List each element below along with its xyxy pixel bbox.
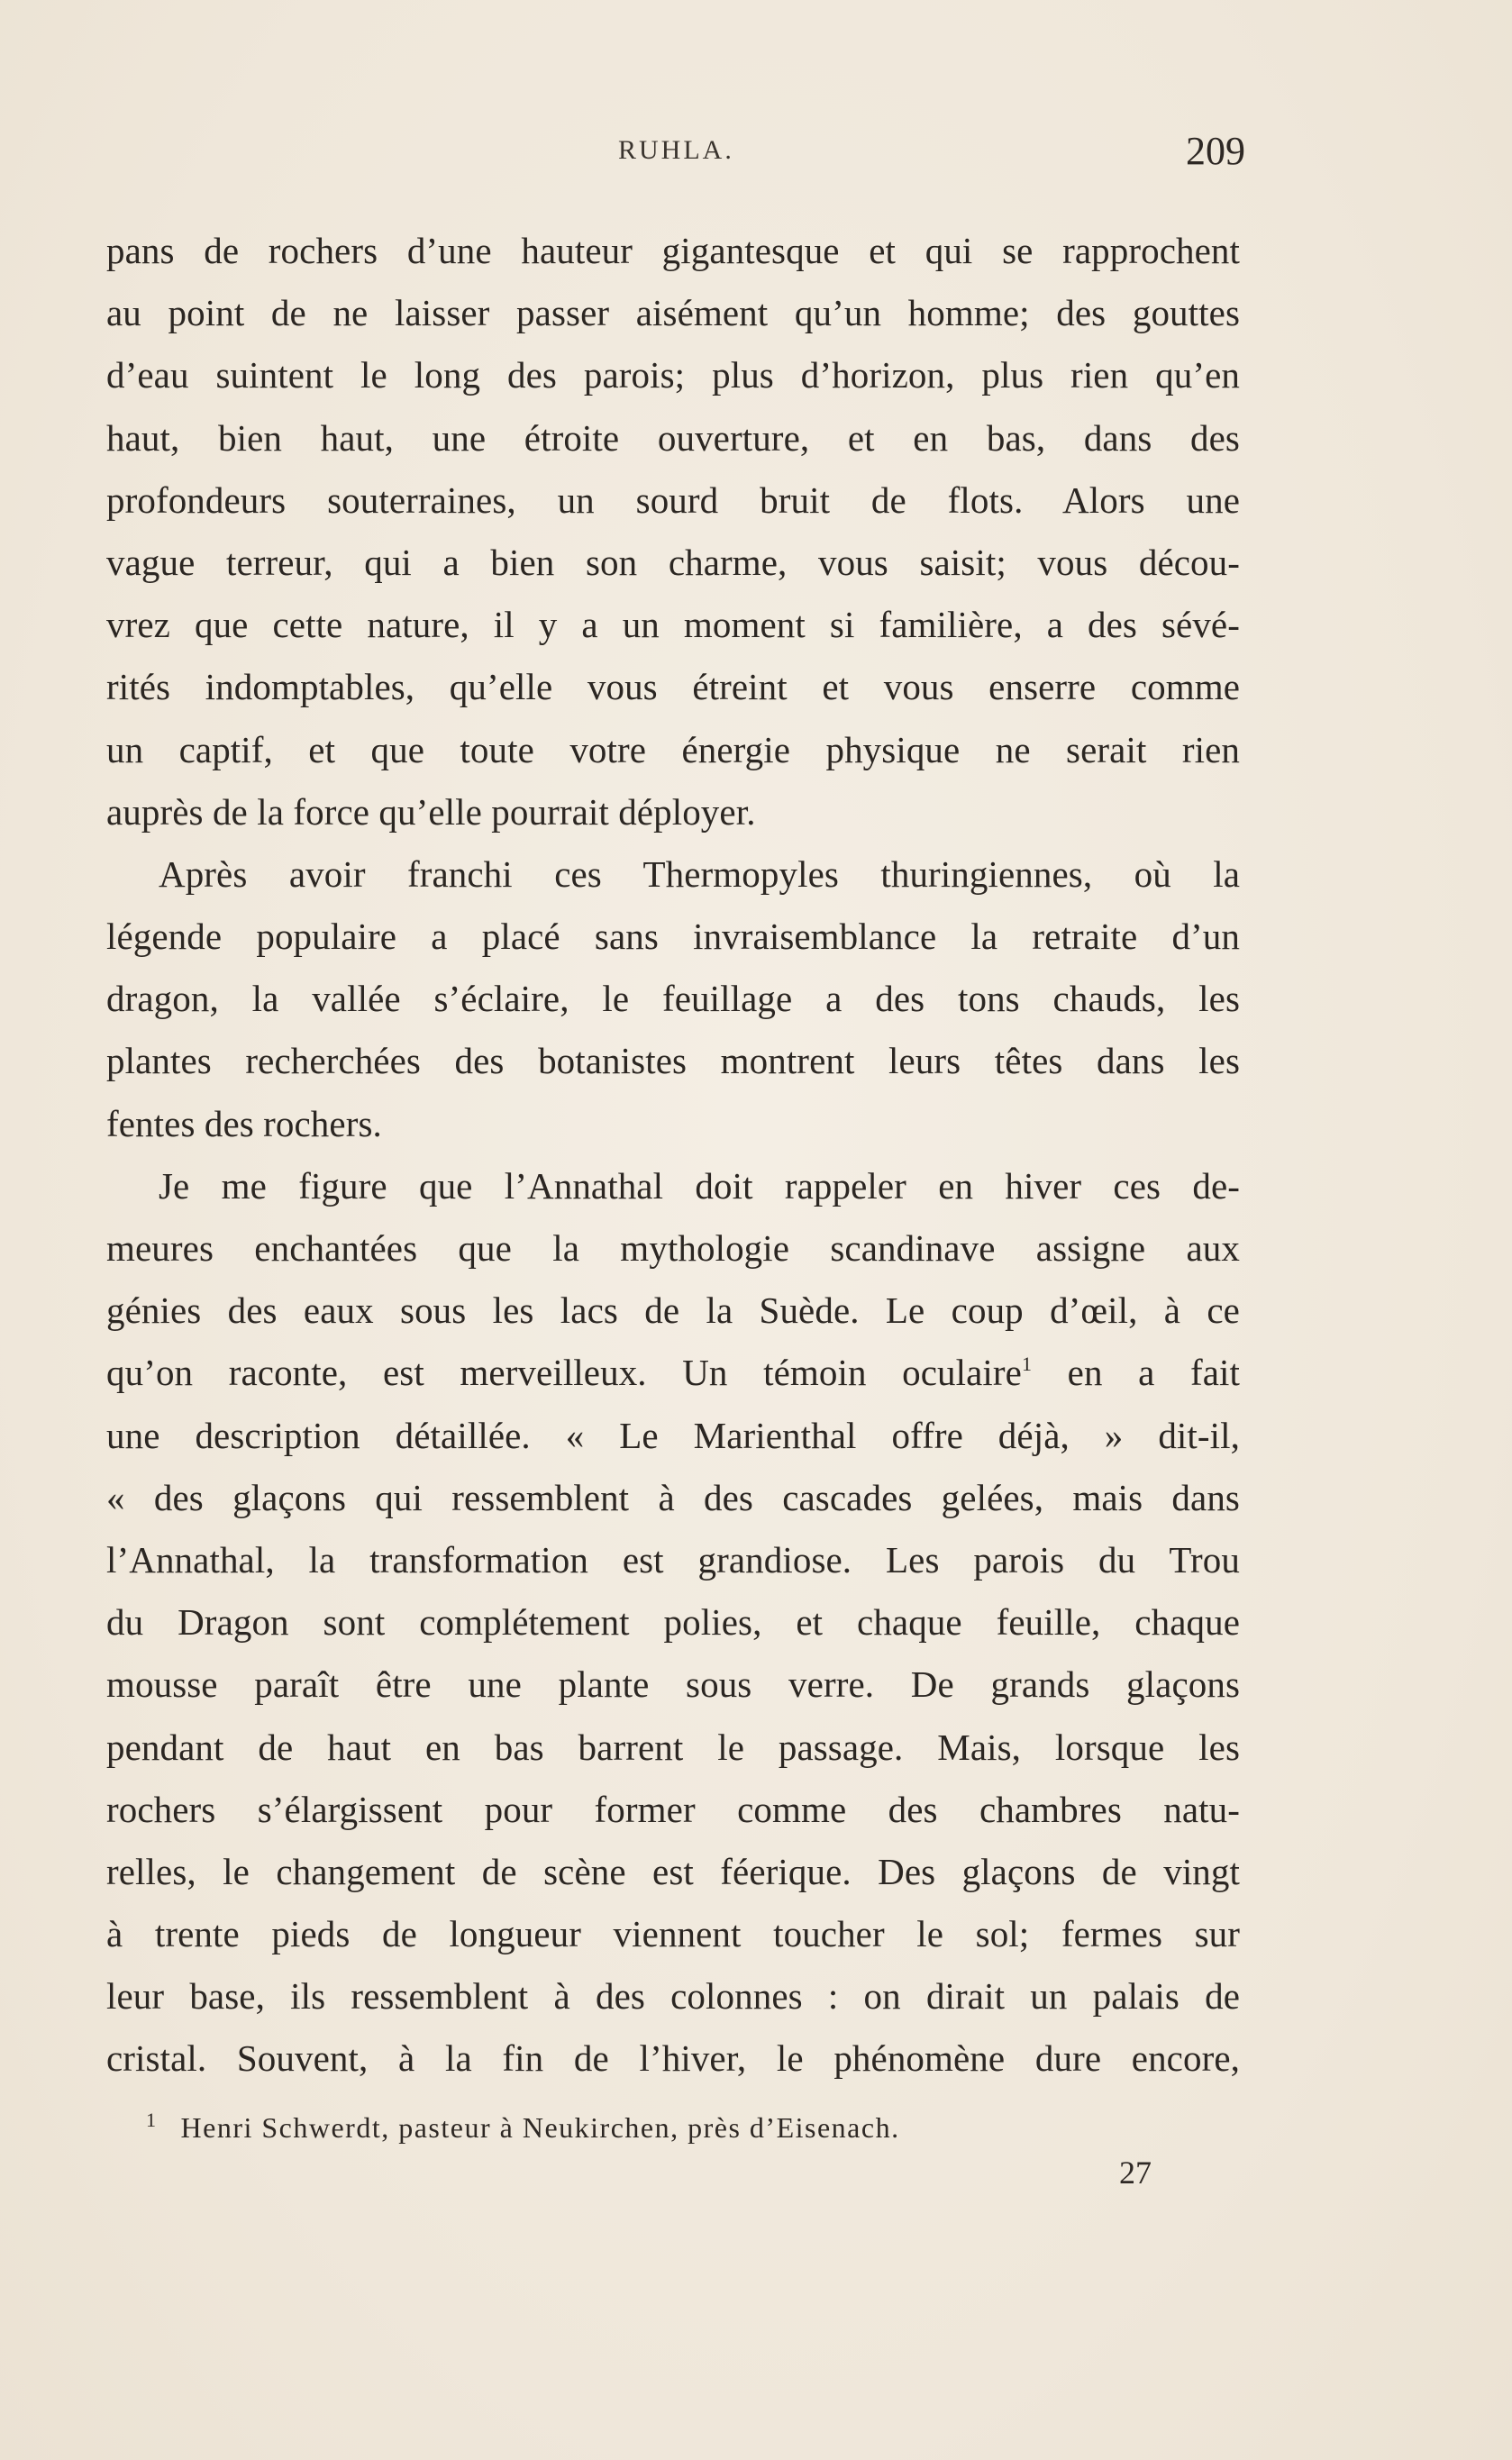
footnote-marker: 1 (146, 2109, 158, 2131)
text-line: haut, bien haut, une étroite ouverture, et en bas, dans des (106, 416, 1240, 459)
text-line: relles, le changement de scène est féerique. Des glaçons de vingt (106, 1850, 1240, 1892)
text-line: une description détaillée. « Le Marienthal offre déjà, » dit-il, (106, 1414, 1240, 1456)
text-line: rochers s’élargissent pour former comme des chambres natu- (106, 1788, 1240, 1830)
text-line: au point de ne laisser passer aisément qu’un homme; des gouttes (106, 292, 1240, 334)
signature-mark: 27 (1119, 2155, 1152, 2191)
footnote-text: Henri Schwerdt, pasteur à Neukirchen, près d’Eisenach. (180, 2111, 900, 2144)
text-line: mousse paraît être une plante sous verre. De grands glaçons (106, 1663, 1240, 1706)
text-line: un captif, et que toute votre énergie physique ne serait rien (106, 728, 1240, 770)
text-line-with-footnote-ref (106, 1342, 1240, 1404)
text-line: auprès de la force qu’elle pourrait déployer. (106, 790, 756, 833)
text-line: pans de rochers d’une hauteur gigantesque et qui se rapprochent (106, 230, 1240, 271)
text-line: d’eau suintent le long des parois; plus d’horizon, plus rien qu’en (106, 354, 1240, 396)
text-line: « des glaçons qui ressemblent à des cascades gelées, mais dans (106, 1476, 1240, 1518)
text-line: plantes recherchées des botanistes montrent leurs têtes dans les (106, 1040, 1240, 1082)
text-line: profondeurs souterraines, un sourd bruit de flots. Alors une (106, 478, 1240, 521)
text-line: fentes des rochers. (106, 1102, 382, 1144)
text-line: pendant de haut en bas barrent le passage. Mais, lorsque les (106, 1726, 1240, 1768)
page-number: 209 (1186, 129, 1245, 173)
line-segment: qu’on raconte, est merveilleux. Un témoin oculaire (106, 1352, 1022, 1394)
text-line: vague terreur, qui a bien son charme, vous saisit; vous décou- (106, 541, 1240, 583)
text-line: leur base, ils ressemblent à des colonnes : on dirait un palais de (106, 1975, 1240, 2018)
text-line: légende populaire a placé sans invraisemblance la retraite d’un (106, 916, 1240, 958)
running-head: RUHLA. (618, 135, 734, 165)
text-line: rités indomptables, qu’elle vous étreint et vous enserre comme (106, 666, 1240, 708)
footnote (146, 2109, 900, 2145)
body-text (106, 220, 1240, 2091)
text-line: l’Annathal, la transformation est grandiose. Les parois du Trou (106, 1538, 1240, 1581)
line-segment: en a fait (1032, 1352, 1241, 1394)
text-line: meures enchantées que la mythologie scandinave assigne aux (106, 1227, 1240, 1269)
text-line: Je me figure que l’Annathal doit rappeler en hiver ces de- (159, 1164, 1240, 1207)
text-line: vrez que cette nature, il y a un moment si familière, a des sévé- (106, 604, 1240, 646)
footnote-reference[interactable]: 1 (1021, 1353, 1033, 1376)
text-line: à trente pieds de longueur viennent toucher le sol; fermes sur (106, 1913, 1240, 1955)
text-line: Après avoir franchi ces Thermopyles thuringiennes, où la (159, 852, 1240, 895)
text-line: du Dragon sont complétement polies, et chaque feuille, chaque (106, 1601, 1240, 1644)
text-line: génies des eaux sous les lacs de la Suède. Le coup d’œil, à ce (106, 1289, 1240, 1332)
text-line: cristal. Souvent, à la fin de l’hiver, le phénomène dure encore, (106, 2037, 1240, 2080)
text-line: dragon, la vallée s’éclaire, le feuillage a des tons chauds, les (106, 978, 1240, 1020)
